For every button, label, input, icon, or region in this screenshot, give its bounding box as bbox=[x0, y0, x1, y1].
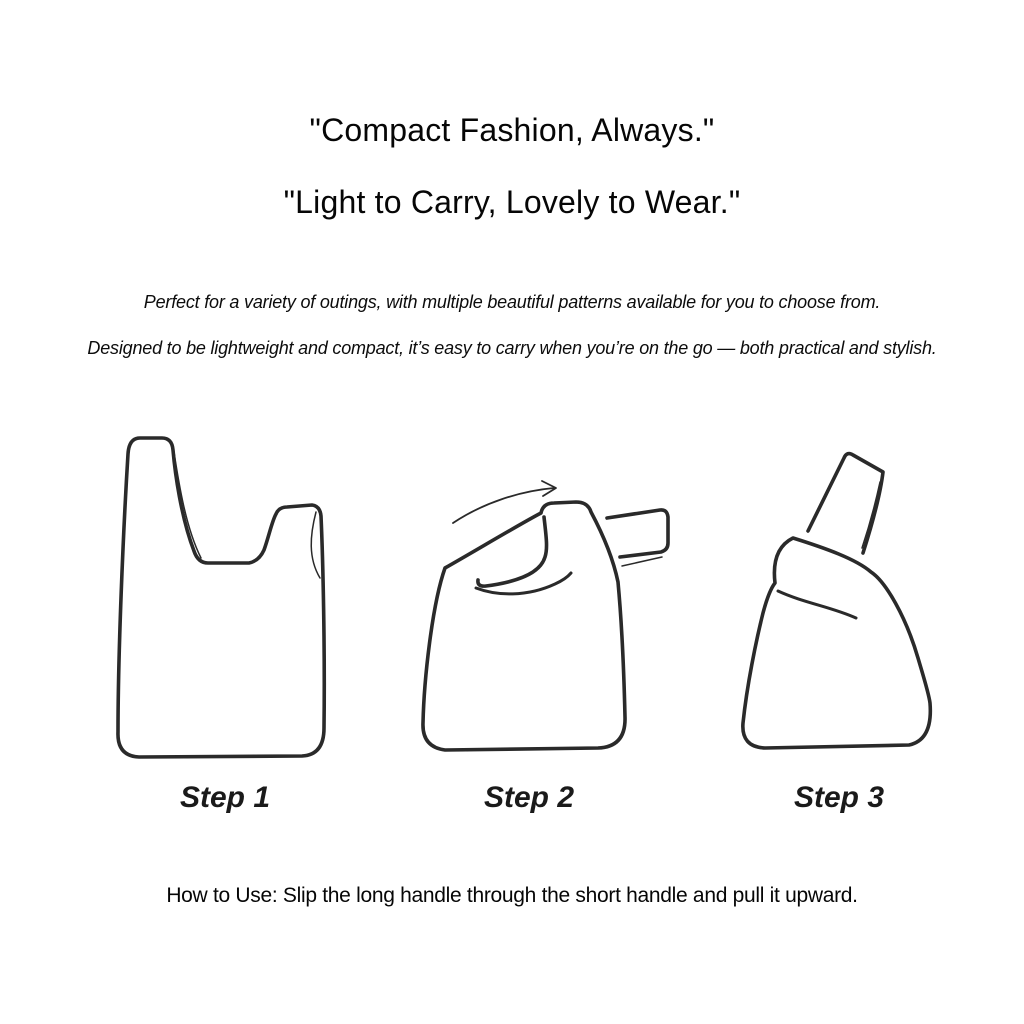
headline-primary: "Compact Fashion, Always." bbox=[309, 112, 715, 148]
pulled-handle-seam-line bbox=[862, 482, 880, 548]
bag-outline bbox=[743, 538, 930, 748]
short-handle-outline bbox=[607, 510, 668, 557]
bag-knotted-illustration bbox=[720, 445, 940, 765]
short-handle-seam-line bbox=[311, 512, 320, 578]
bag-folding-illustration bbox=[415, 455, 685, 765]
knot-fold-line bbox=[778, 591, 856, 618]
description-line-1: Perfect for a variety of outings, with multiple beautiful patterns available for you to choose from. bbox=[143, 292, 881, 312]
bag-flat-illustration bbox=[105, 425, 335, 765]
description-line-2: Designed to be lightweight and compact, it’s easy to carry when you’re on the go — both practical and stylish. bbox=[87, 338, 937, 358]
how-to-use-text: How to Use: Slip the long handle through the short handle and pull it upward. bbox=[166, 884, 858, 907]
tall-handle-seam-line bbox=[174, 452, 201, 558]
short-handle-seam-line bbox=[622, 557, 662, 566]
curved-arrow-icon bbox=[453, 481, 556, 523]
headline-secondary: "Light to Carry, Lovely to Wear." bbox=[283, 184, 741, 220]
pulled-handle-outline bbox=[808, 454, 883, 553]
bag-outline bbox=[423, 502, 625, 750]
step-3-label: Step 3 bbox=[793, 781, 885, 814]
step-1-label: Step 1 bbox=[179, 781, 271, 814]
bag-outline bbox=[118, 438, 324, 757]
step-2-label: Step 2 bbox=[483, 781, 575, 814]
